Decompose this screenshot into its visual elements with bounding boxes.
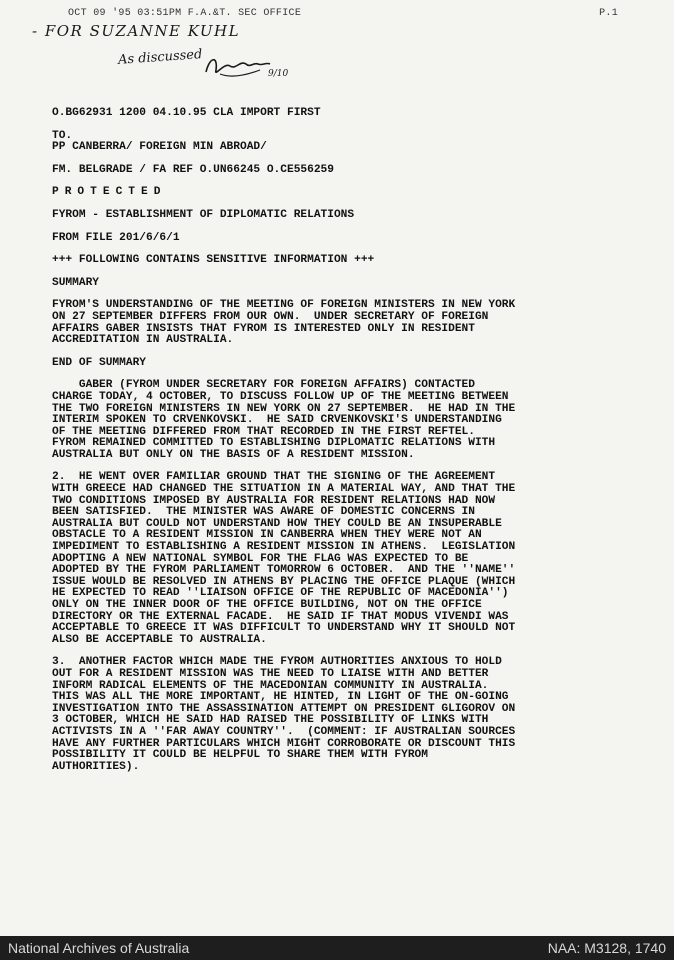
page-number: P.1 xyxy=(599,8,618,19)
to-line: PP CANBERRA/ FOREIGN MIN ABROAD/ xyxy=(52,141,267,154)
summary-paragraph: FYROM'S UNDERSTANDING OF THE MEETING OF FOREIGN MINISTERS IN NEW YORK ON 27 SEPTEMBER DIFFERS FROM OUR OWN. UNDER SECRETARY OF FOREIGN AFFAIRS GABER INSISTS THAT FYROM IS INTERESTED ONLY IN RESIDENT ACCREDITATION IN AUSTRALIA. xyxy=(52,299,516,347)
handwritten-note: - FOR SUZANNE KUHL xyxy=(32,22,241,40)
signature-date: 9/10 xyxy=(268,69,289,79)
from-line: FM. BELGRADE / FA REF O.UN66245 O.CE556259 xyxy=(52,163,334,176)
end-summary: END OF SUMMARY xyxy=(52,356,146,369)
fax-timestamp: OCT 09 '95 03:51PM F.A.&T. SEC OFFICE xyxy=(68,8,302,19)
subject-line: FYROM - ESTABLISHMENT OF DIPLOMATIC RELATIONS xyxy=(52,208,355,221)
archive-footer xyxy=(0,936,674,960)
classification: PROTECTED xyxy=(52,186,167,199)
archive-name: National Archives of Australia xyxy=(8,940,190,956)
paragraph-3: 3. ANOTHER FACTOR WHICH MADE THE FYROM AUTHORITIES ANXIOUS TO HOLD OUT FOR A RESIDENT MISSION WAS THE NEED TO LIAISE WITH AND BETTER INFORM RADICAL ELEMENTS OF THE MACEDONIAN COMMUNITY IN AUSTRALIA. THIS WAS ALL THE MORE IMPORTANT, HE HINTED, IN LIGHT OF THE ON-GOING INVESTIGATION INTO THE ASSASSINATION ATTEMPT ON PRESIDENT GLIGOROV ON 3 OCTOBER, WHICH HE SAID HAD RAISED THE POSSIBILITY OF LINKS WITH ACTIVISTS IN A ''FAR AWAY COUNTRY''. (COMMENT: IF AUSTRALIAN SOURCES HAVE ANY FURTHER PARTICULARS WHICH MIGHT CORROBORATE OR DISCOUNT THIS POSSIBILITY IT COULD BE HELPFUL TO SHARE THEM WITH FYROM AUTHORITIES). xyxy=(52,656,516,773)
to-label: TO. xyxy=(52,129,73,142)
reference-line: O.BG62931 1200 04.10.95 CLA IMPORT FIRST xyxy=(52,107,321,119)
archive-reference: NAA: M3128, 1740 xyxy=(547,940,666,956)
cable-body xyxy=(52,108,624,773)
summary-heading: SUMMARY xyxy=(52,276,99,289)
handwritten-note-2: As discussed xyxy=(117,47,203,68)
signature-icon xyxy=(200,52,290,82)
fax-header xyxy=(68,8,618,19)
file-line: FROM FILE 201/6/6/1 xyxy=(52,231,180,244)
sensitivity-line: +++ FOLLOWING CONTAINS SENSITIVE INFORMATION +++ xyxy=(52,254,375,267)
paragraph-1: GABER (FYROM UNDER SECRETARY FOR FOREIGN AFFAIRS) CONTACTED CHARGE TODAY, 4 OCTOBER, TO DISCUSS FOLLOW UP OF THE MEETING BETWEEN THE TWO FOREIGN MINISTERS IN NEW YORK ON 27 SEPTEMBER. HE HAD IN THE INTERIM SPOKEN TO CRVENKOVSKI. HE SAID CRVENKOVSKI'S UNDERSTANDING OF THE MEETING DIFFERED FROM THAT RECORDED IN THE FIRST REFTEL. FYROM REMAINED COMMITTED TO ESTABLISHING DIPLOMATIC RELATIONS WITH AUSTRALIA BUT ONLY ON THE BASIS OF A RESIDENT MISSION. xyxy=(52,379,516,461)
paragraph-2: 2. HE WENT OVER FAMILIAR GROUND THAT THE SIGNING OF THE AGREEMENT WITH GREECE HAD CHANGED THE SITUATION IN A MATERIAL WAY, AND THAT THE TWO CONDITIONS IMPOSED BY AUSTRALIA FOR RESIDENT RELATIONS HAD NOW BEEN SATISFIED. THE MINISTER WAS AWARE OF DOMESTIC CONCERNS IN AUSTRALIA BUT COULD NOT UNDERSTAND HOW THEY COULD BE AN INSUPERABLE OBSTACLE TO A RESIDENT MISSION IN CANBERRA WHEN THEY WERE NOT AN IMPEDIMENT TO ESTABLISHING A RESIDENT MISSION IN ATHENS. LEGISLATION ADOPTING A NEW NATIONAL SYMBOL FOR THE FLAG WAS EXPECTED TO BE ADOPTED BY THE FYROM PARLIAMENT TOMORROW 6 OCTOBER. AND THE ''NAME'' ISSUE WOULD BE RESOLVED IN ATHENS BY PLACING THE OFFICE PLAQUE (WHICH HE EXPECTED TO READ ''LIAISON OFFICE OF THE REPUBLIC OF MACEDONIA'') ONLY ON THE INNER DOOR OF THE OFFICE BUILDING, NOT ON THE OFFICE DIRECTORY OR THE EXTERNAL FACADE. HE SAID IF THAT MODUS VIVENDI WAS ACCEPTABLE TO GREECE IT WAS DIFFICULT TO UNDERSTAND WHY IT SHOULD NOT ALSO BE ACCEPTABLE TO AUSTRALIA. xyxy=(52,471,516,646)
